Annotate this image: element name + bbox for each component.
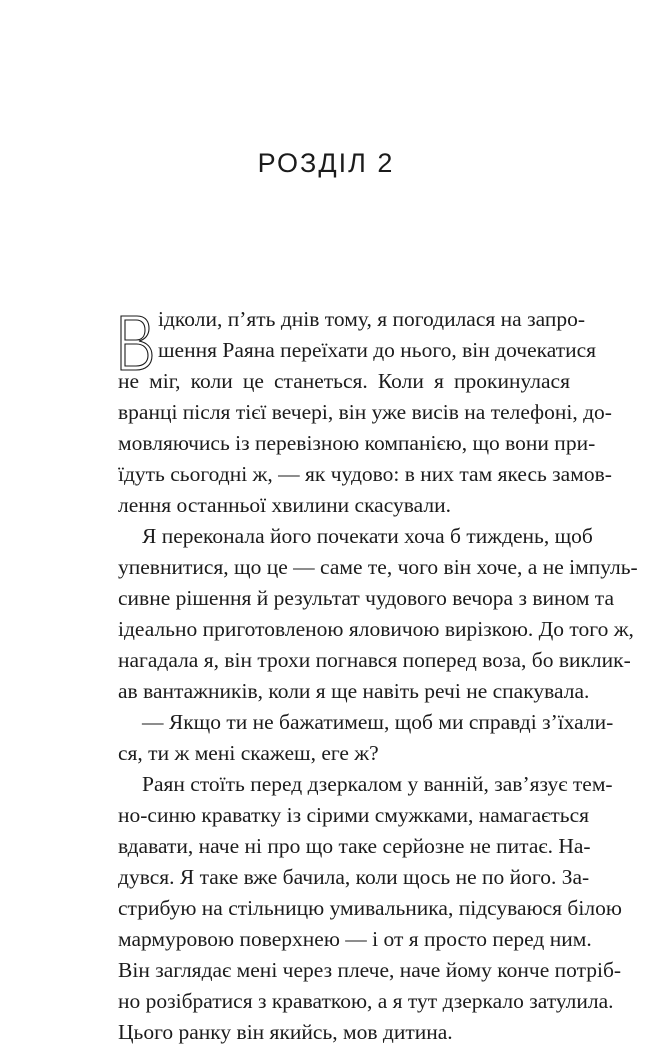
text-line: вдавати, наче ні про що таке серйозне не питає. На-	[118, 834, 591, 858]
text-line: ся, ти ж мені скажеш, еге ж?	[118, 741, 379, 765]
drop-cap-letter	[118, 314, 154, 372]
text-line: Раян стоїть перед дзеркалом у ванній, зав’язує тем-	[142, 772, 613, 796]
text-line: Він заглядає мені через плече, наче йому конче потріб-	[118, 958, 622, 982]
text-line: лення останньої хвилини скасували.	[118, 493, 451, 517]
text-line: не міг, коли це станеться. Коли я прокинулася	[118, 369, 570, 393]
text-line: шення Раяна переїхати до нього, він дочекатися	[158, 338, 597, 362]
text-line: сивне рішення й результат чудового вечора з вином та	[118, 586, 615, 610]
text-line: ав вантажників, коли я ще навіть речі не спакувала.	[118, 679, 590, 703]
text-line: нагадала я, він трохи погнався поперед воза, бо виклик-	[118, 648, 631, 672]
text-line: но розібратися з краваткою, а я тут дзеркало затулила.	[118, 989, 614, 1013]
text-line: ідеально приготовленою яловичою вирізкою. До того ж,	[118, 617, 634, 641]
text-line: Я переконала його почекати хоча б тиждень, щоб	[142, 524, 593, 548]
text-line: ідколи, п’ять днів тому, я погодилася на запро-	[158, 307, 585, 331]
chapter-text	[118, 304, 638, 1048]
text-line: но-синю краватку із сірими смужками, намагається	[118, 803, 590, 827]
text-line: вранці після тієї вечері, він уже висів на телефоні, до-	[118, 400, 612, 424]
chapter-title: РОЗДІЛ 2	[257, 148, 395, 178]
text-line: упевнитися, що це — саме те, чого він хоче, а не імпуль-	[118, 555, 638, 579]
text-line: дувся. Я таке вже бачила, коли щось не по його. За-	[118, 865, 590, 889]
text-line: стрибую на стільницю умивальника, підсуваюся білою	[118, 896, 622, 920]
text-line: Цього ранку він якийсь, мов дитина.	[118, 1020, 453, 1044]
text-line: — Якщо ти не бажатимеш, щоб ми справді з’їхали-	[142, 710, 614, 734]
text-line: мармуровою поверхнею — і от я просто перед ним.	[118, 927, 592, 951]
text-line: їдуть сьогодні ж, — як чудово: в них там якесь замов-	[118, 462, 612, 486]
text-line: мовляючись із перевізною компанією, що вони при-	[118, 431, 596, 455]
